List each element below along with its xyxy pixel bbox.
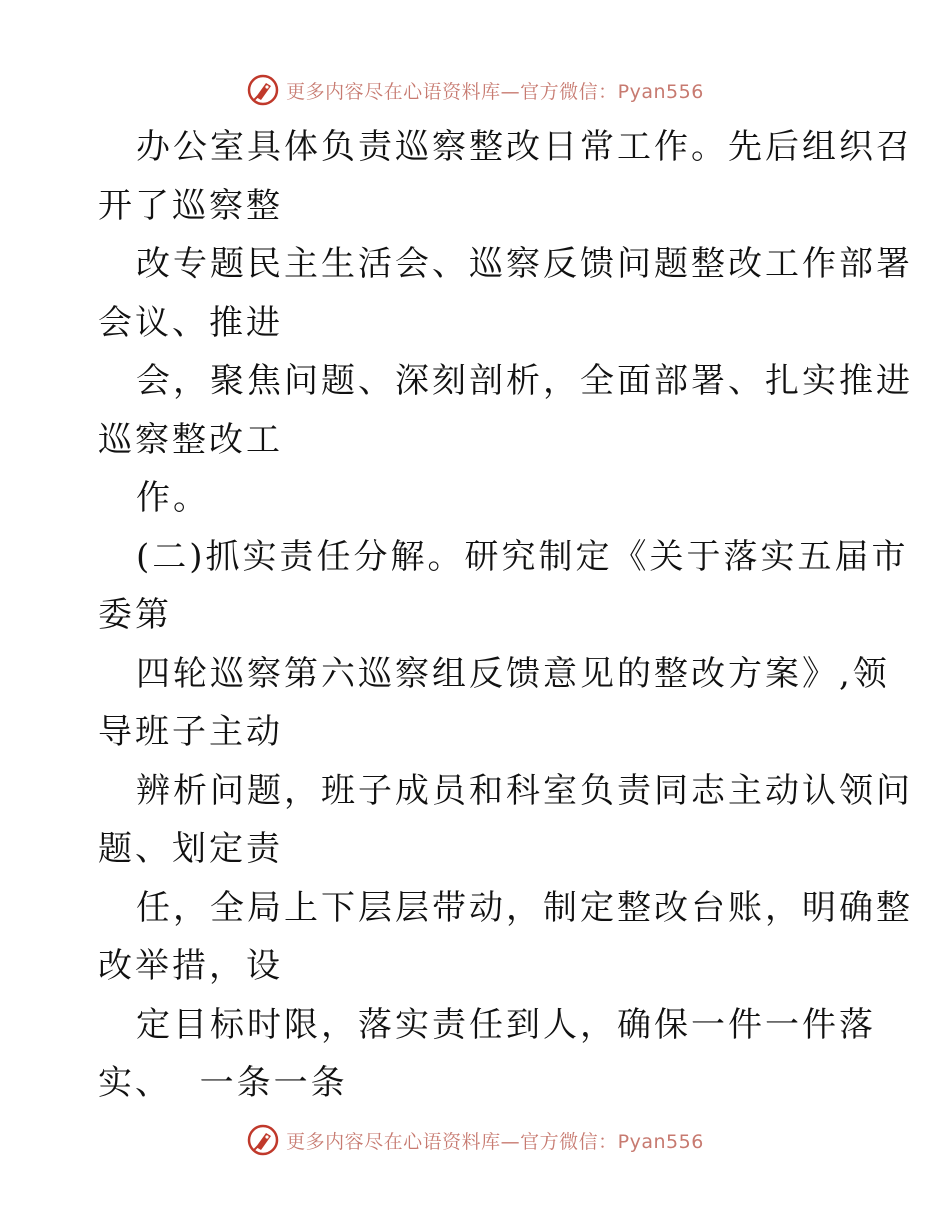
paragraph-line: 改举措，设 — [98, 946, 283, 986]
paragraph-line: 巡察整改工 — [98, 419, 283, 460]
footer-banner-text: 更多内容尽在心语资料库—官方微信：Pyan556 — [286, 1130, 704, 1153]
paragraph-line: 开了巡察整 — [98, 185, 283, 226]
paragraph-line: 导班子主动 — [98, 712, 283, 752]
paragraph-line: 题、划定责 — [98, 829, 283, 869]
paragraph-line: 改专题民主生活会、巡察反馈问题整改工作部署 — [136, 244, 913, 284]
footer-banner — [0, 1120, 950, 1160]
paragraph-line: 定目标时限，落实责任到人，确保一件一件落 — [136, 1004, 876, 1045]
pen-nib-logo-icon — [246, 1123, 280, 1157]
paragraph-line: (二)抓实责任分解。研究制定《关于落实五届市 — [136, 536, 909, 577]
paragraph-line: 辨析问题，班子成员和科室负责同志主动认领问 — [136, 770, 913, 811]
header-banner — [0, 70, 950, 110]
document-body — [98, 118, 913, 1113]
paragraph-line: 实、 一条一条 — [98, 1063, 348, 1103]
paragraph-line: 四轮巡察第六巡察组反馈意见的整改方案》,领 — [136, 653, 890, 694]
paragraph-line: 任，全局上下层层带动，制定整改台账，明确整 — [136, 887, 913, 928]
paragraph-line: 会议、推进 — [98, 302, 283, 343]
pen-nib-logo-icon — [246, 73, 280, 107]
paragraph-line: 办公室具体负责巡察整改日常工作。先后组织召 — [136, 127, 913, 167]
header-banner-content — [246, 73, 704, 107]
footer-banner-content — [246, 1123, 704, 1157]
paragraph-line: 作。 — [136, 478, 210, 518]
paragraph-line: 委第 — [98, 595, 172, 635]
header-banner-text: 更多内容尽在心语资料库—官方微信：Pyan556 — [286, 80, 704, 103]
paragraph-line: 会，聚焦问题、深刻剖析，全面部署、扎实推进 — [136, 361, 913, 401]
